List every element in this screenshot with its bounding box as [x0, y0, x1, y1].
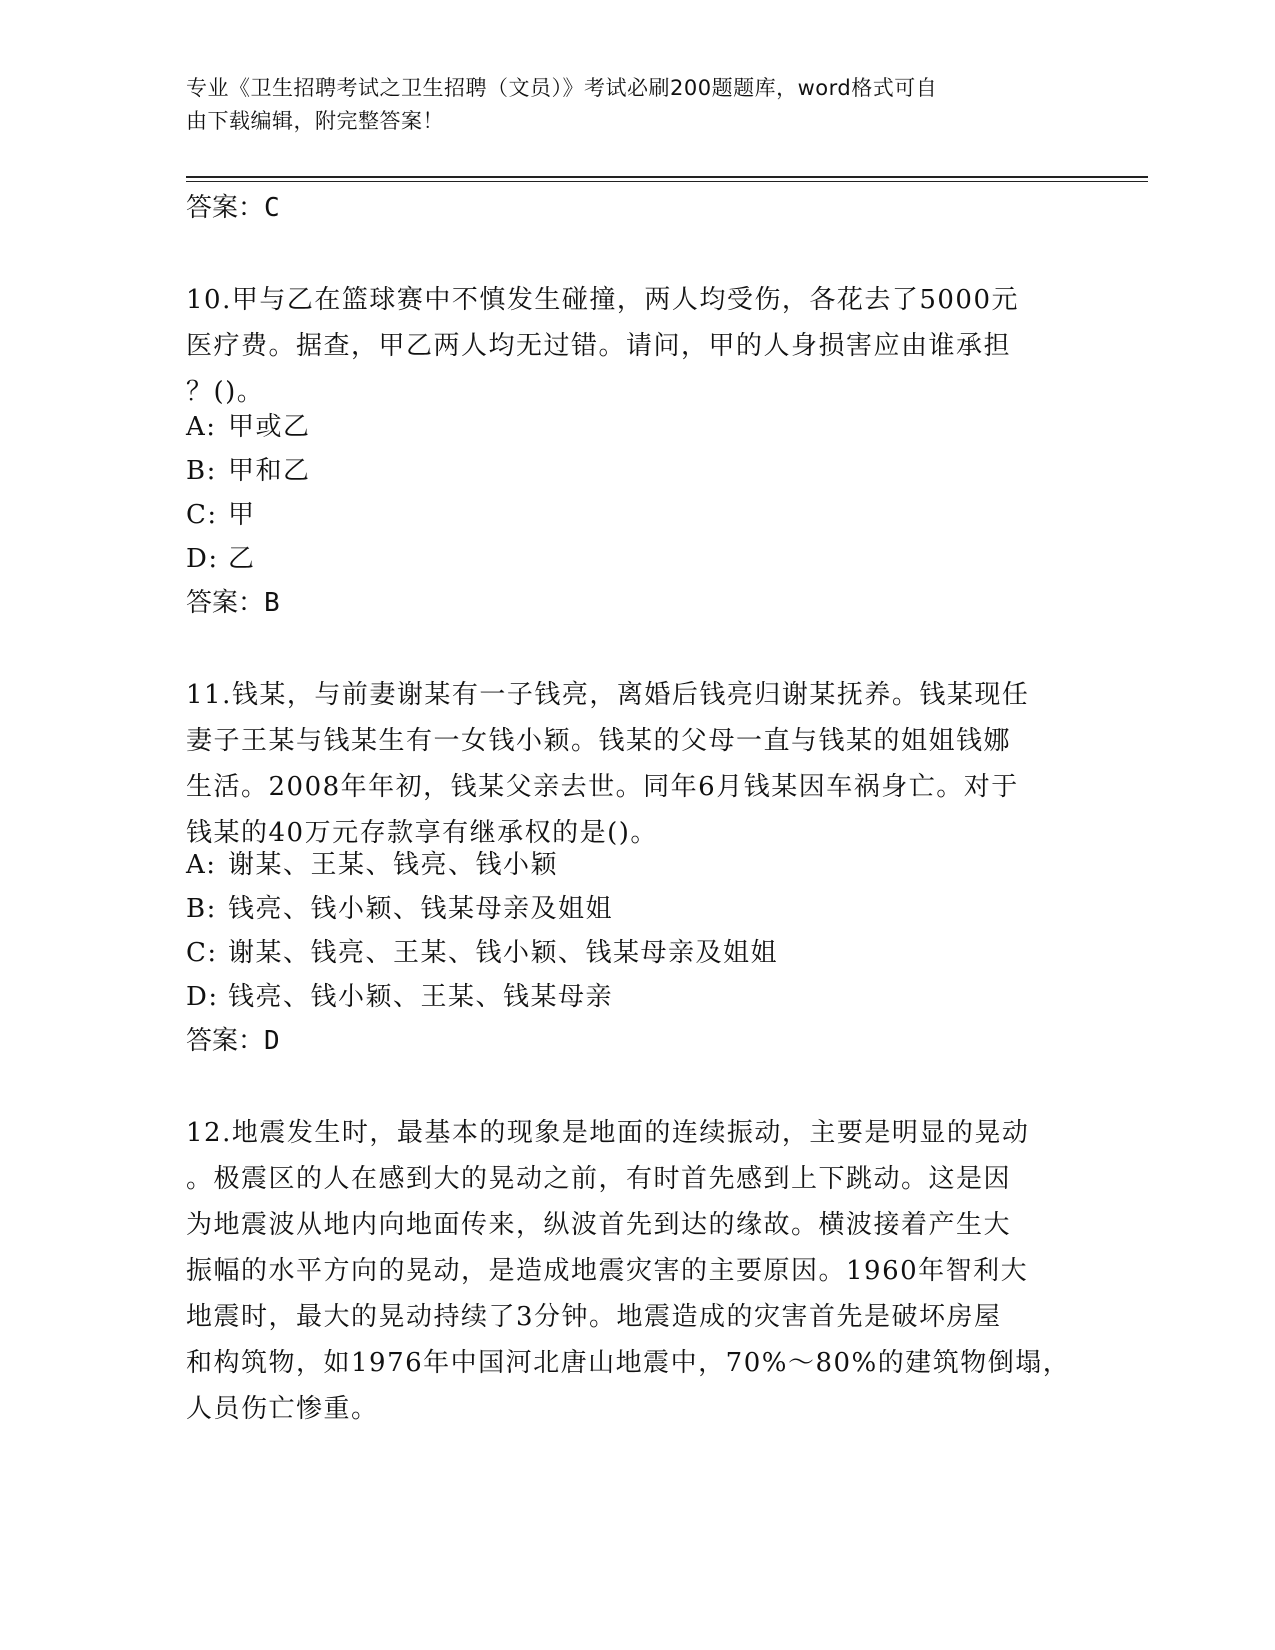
- option-key: D:: [186, 544, 219, 574]
- answer-value: B: [264, 588, 280, 618]
- header-divider-thin: [186, 181, 1148, 182]
- header-divider-thick: [186, 176, 1148, 178]
- option-key: B:: [186, 456, 217, 486]
- question-11-answer: [186, 1024, 280, 1058]
- question-11-line-4: 钱某的40万元存款享有继承权的是()。: [186, 818, 658, 848]
- option-text: 谢某、钱亮、王某、钱小颖、钱某母亲及姐姐: [228, 938, 779, 968]
- question-12-line-6: 和构筑物，如1976年中国河北唐山地震中，70%～80%的建筑物倒塌，: [186, 1348, 1071, 1378]
- question-11-option-b: [186, 892, 613, 926]
- answer-label: 答案：: [186, 588, 265, 618]
- question-12-line-2: 。极震区的人在感到大的晃动之前，有时首先感到上下跳动。这是因: [186, 1164, 1012, 1194]
- option-text: 钱亮、钱小颖、王某、钱某母亲: [228, 982, 614, 1012]
- option-text: 乙: [228, 544, 256, 574]
- question-10-line-3: ？()。: [186, 377, 265, 407]
- question-10: [186, 277, 1076, 415]
- previous-answer: [186, 191, 280, 225]
- option-text: 甲和乙: [228, 456, 311, 486]
- answer-value: D: [264, 1026, 280, 1056]
- question-11-line-1: 11.钱某，与前妻谢某有一子钱亮，离婚后钱亮归谢某抚养。钱某现任: [186, 680, 1030, 710]
- question-12-line-3: 为地震波从地内向地面传来，纵波首先到达的缘故。横波接着产生大: [186, 1210, 1012, 1240]
- question-10-option-c: [186, 498, 256, 532]
- question-10-option-d: [186, 542, 256, 576]
- option-text: 甲或乙: [228, 412, 311, 442]
- option-key: C:: [186, 938, 218, 968]
- option-key: D:: [186, 982, 219, 1012]
- answer-label: 答案：: [186, 1026, 265, 1056]
- answer-label: 答案：: [186, 193, 265, 223]
- header-line-2: 由下载编辑，附完整答案！: [186, 109, 444, 133]
- header-line-1: 专业《卫生招聘考试之卫生招聘（文员）》考试必刷200题题库，word格式可自: [186, 76, 938, 100]
- question-10-line-1: 10.甲与乙在篮球赛中不慎发生碰撞，两人均受伤，各花去了5000元: [186, 285, 1020, 315]
- question-11-line-3: 生活。2008年年初，钱某父亲去世。同年6月钱某因车祸身亡。对于: [186, 772, 1019, 802]
- question-10-line-2: 医疗费。据查，甲乙两人均无过错。请问，甲的人身损害应由谁承担: [186, 331, 1012, 361]
- question-10-answer: [186, 586, 280, 620]
- question-12-line-7: 人员伤亡惨重。: [186, 1394, 379, 1424]
- option-key: A:: [186, 412, 217, 442]
- option-key: A:: [186, 850, 217, 880]
- document-header: [186, 72, 1066, 138]
- question-12-line-5: 地震时，最大的晃动持续了3分钟。地震造成的灾害首先是破坏房屋: [186, 1302, 1002, 1332]
- answer-value: C: [264, 193, 280, 223]
- option-text: 甲: [228, 500, 256, 530]
- question-11: [186, 672, 1076, 856]
- question-11-option-a: [186, 848, 558, 882]
- option-key: B:: [186, 894, 217, 924]
- question-11-line-2: 妻子王某与钱某生有一女钱小颖。钱某的父母一直与钱某的姐姐钱娜: [186, 726, 1012, 756]
- question-11-option-c: [186, 936, 778, 970]
- question-11-option-d: [186, 980, 613, 1014]
- option-text: 谢某、王某、钱亮、钱小颖: [228, 850, 559, 880]
- question-10-option-b: [186, 454, 311, 488]
- option-key: C:: [186, 500, 218, 530]
- question-10-option-a: [186, 410, 311, 444]
- question-12-line-1: 12.地震发生时，最基本的现象是地面的连续振动，主要是明显的晃动: [186, 1118, 1030, 1148]
- option-text: 钱亮、钱小颖、钱某母亲及姐姐: [228, 894, 614, 924]
- question-12: [186, 1110, 1076, 1432]
- question-12-line-4: 振幅的水平方向的晃动，是造成地震灾害的主要原因。1960年智利大: [186, 1256, 1029, 1286]
